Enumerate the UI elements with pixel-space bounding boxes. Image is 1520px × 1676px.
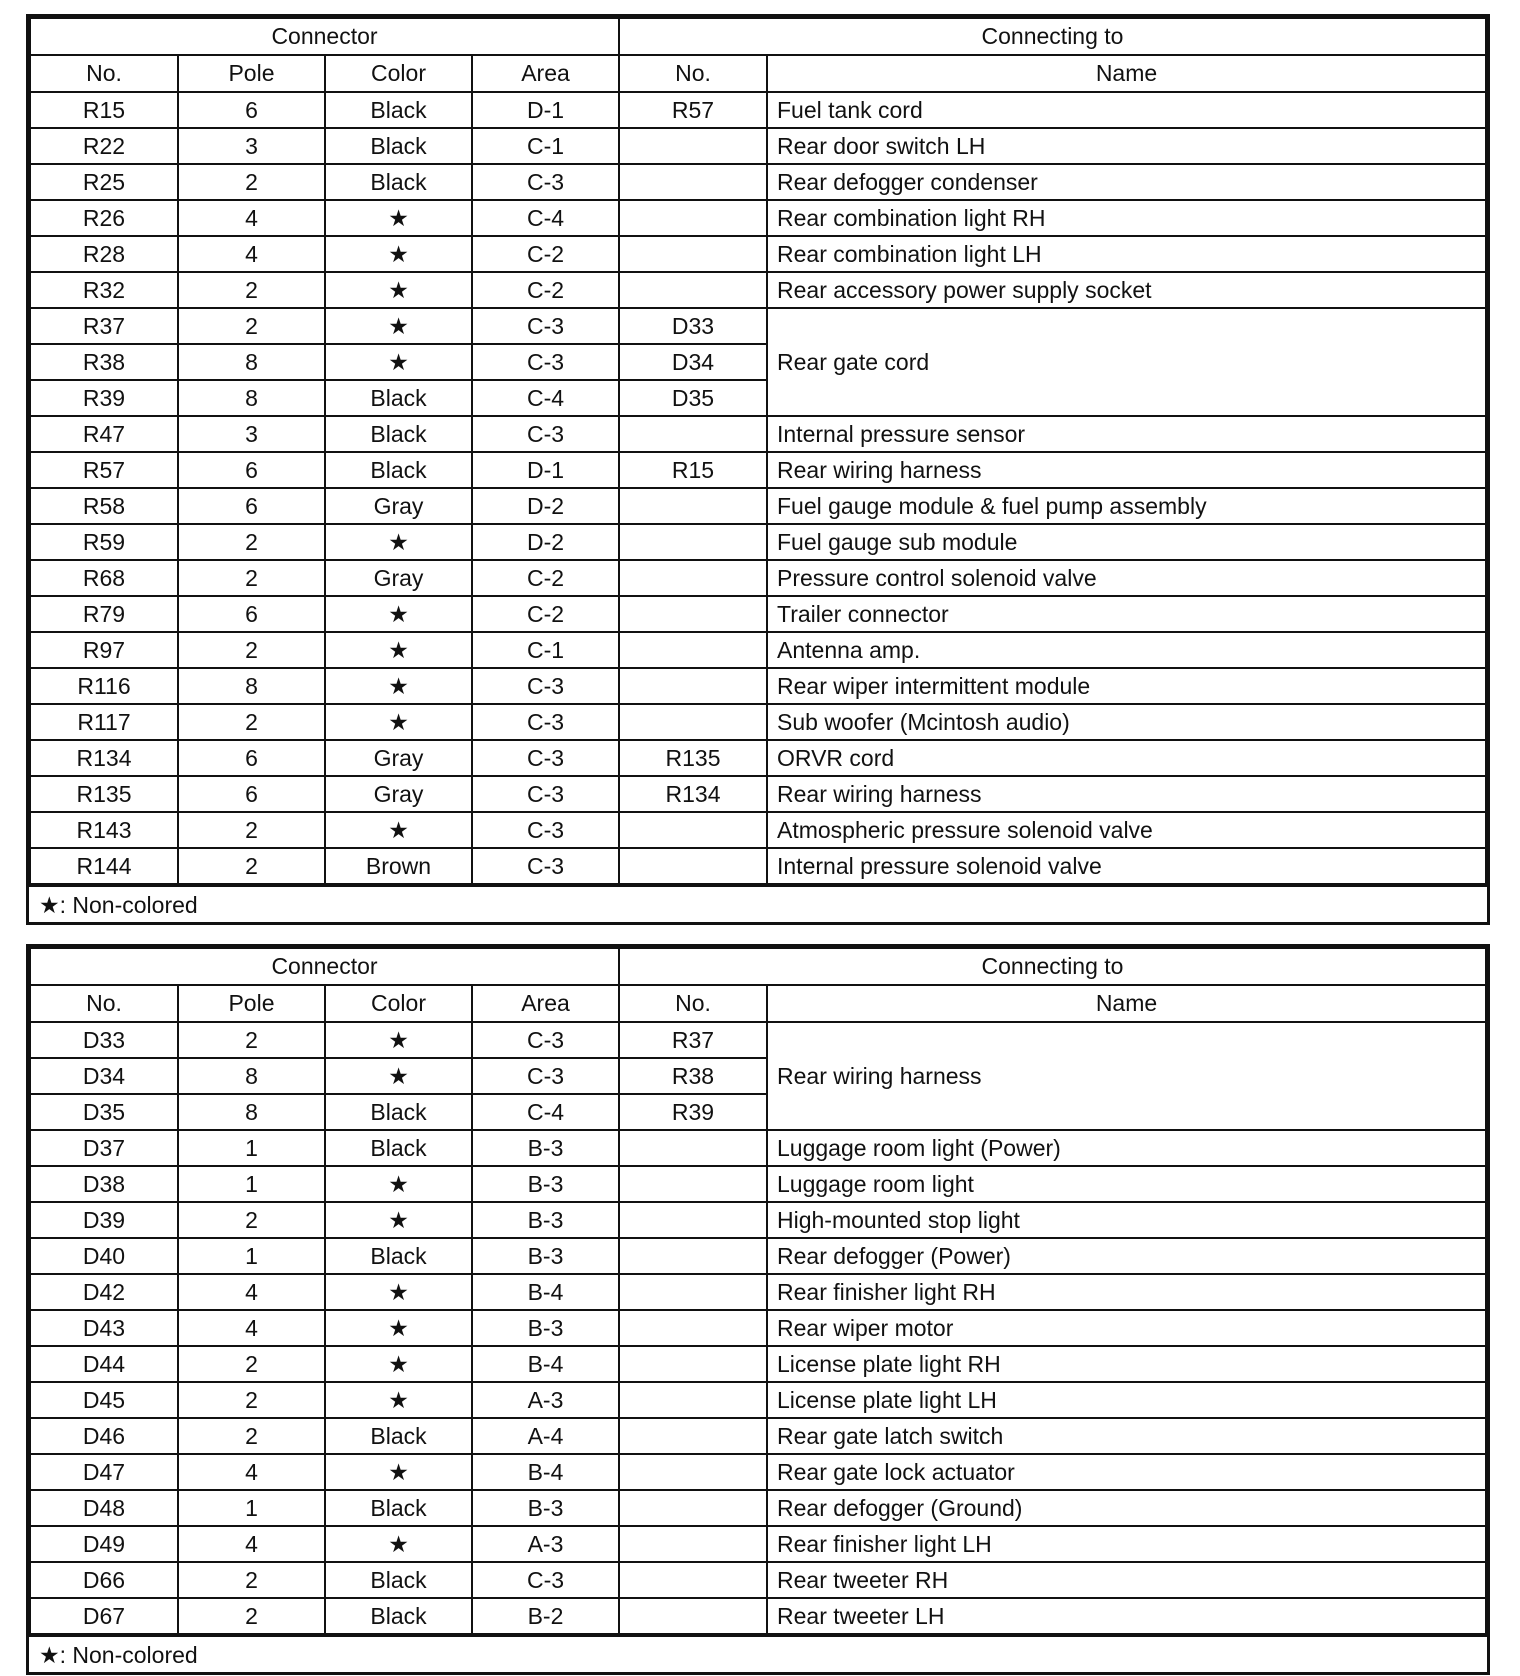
color-cell: ★	[325, 272, 472, 308]
pole-cell: 2	[178, 524, 325, 560]
connecting-name-cell: License plate light LH	[767, 1382, 1486, 1418]
connector-table-d-body	[30, 1022, 1486, 1634]
table-row	[30, 452, 1486, 488]
table-row	[30, 1490, 1486, 1526]
color-cell: ★	[325, 668, 472, 704]
area-cell: C-2	[472, 596, 619, 632]
header-group-row	[30, 18, 1486, 55]
color-cell: ★	[325, 632, 472, 668]
connecting-no-cell	[619, 704, 767, 740]
area-cell: C-4	[472, 380, 619, 416]
connecting-no-cell	[619, 632, 767, 668]
connector-group-header: Connector	[30, 948, 619, 985]
pole-cell: 8	[178, 1094, 325, 1130]
connecting-name-cell: Antenna amp.	[767, 632, 1486, 668]
table-row	[30, 848, 1486, 884]
table-row	[30, 236, 1486, 272]
connector-no-cell: R37	[30, 308, 178, 344]
name-column-header: Name	[767, 985, 1486, 1022]
area-cell: C-1	[472, 632, 619, 668]
table-row	[30, 1562, 1486, 1598]
table-row	[30, 128, 1486, 164]
connecting-name-cell: Internal pressure sensor	[767, 416, 1486, 452]
color-cell: Gray	[325, 488, 472, 524]
pole-cell: 6	[178, 92, 325, 128]
color-cell: Black	[325, 1130, 472, 1166]
connecting-no-cell	[619, 1202, 767, 1238]
table-row	[30, 1274, 1486, 1310]
area-cell: C-4	[472, 200, 619, 236]
color-cell: Black	[325, 1418, 472, 1454]
color-cell: ★	[325, 1310, 472, 1346]
color-cell: ★	[325, 236, 472, 272]
connecting-name-cell: Rear defogger condenser	[767, 164, 1486, 200]
table-row	[30, 92, 1486, 128]
connecting-name-cell: Rear wiring harness	[767, 452, 1486, 488]
connector-no-cell: R134	[30, 740, 178, 776]
connecting-no-cell	[619, 560, 767, 596]
pole-cell: 8	[178, 1058, 325, 1094]
area-cell: C-3	[472, 416, 619, 452]
connecting-name-cell: Fuel gauge sub module	[767, 524, 1486, 560]
area-cell: B-2	[472, 1598, 619, 1634]
header-column-row	[30, 985, 1486, 1022]
connecting-name-cell: High-mounted stop light	[767, 1202, 1486, 1238]
connecting-no-cell	[619, 1274, 767, 1310]
table-row	[30, 1454, 1486, 1490]
connecting-no-cell	[619, 524, 767, 560]
connecting-no-cell	[619, 488, 767, 524]
connecting-to-group-header: Connecting to	[619, 18, 1486, 55]
connecting-no-cell	[619, 1454, 767, 1490]
connector-no-cell: R28	[30, 236, 178, 272]
connecting-no-cell	[619, 1346, 767, 1382]
area-cell: B-3	[472, 1490, 619, 1526]
table-row	[30, 704, 1486, 740]
color-cell: Black	[325, 92, 472, 128]
color-cell: ★	[325, 1274, 472, 1310]
connecting-no-cell	[619, 1382, 767, 1418]
table-row	[30, 632, 1486, 668]
table-row	[30, 1382, 1486, 1418]
connecting-name-cell: Trailer connector	[767, 596, 1486, 632]
area-cell: C-1	[472, 128, 619, 164]
area-cell: C-3	[472, 1562, 619, 1598]
color-column-header: Color	[325, 55, 472, 92]
pole-cell: 2	[178, 632, 325, 668]
connector-no-cell: D40	[30, 1238, 178, 1274]
color-cell: ★	[325, 200, 472, 236]
connecting-name-cell: Rear combination light LH	[767, 236, 1486, 272]
no-column-header: No.	[30, 985, 178, 1022]
pole-cell: 2	[178, 848, 325, 884]
connecting-name-cell: Rear defogger (Power)	[767, 1238, 1486, 1274]
color-cell: Black	[325, 1598, 472, 1634]
connecting-no-cell	[619, 128, 767, 164]
pole-cell: 4	[178, 1454, 325, 1490]
connecting-name-cell: Rear finisher light LH	[767, 1526, 1486, 1562]
connecting-no-cell	[619, 668, 767, 704]
pole-cell: 2	[178, 308, 325, 344]
connecting-name-cell: Rear wiring harness	[767, 776, 1486, 812]
color-cell: ★	[325, 1166, 472, 1202]
connecting-name-cell: ORVR cord	[767, 740, 1486, 776]
pole-cell: 3	[178, 416, 325, 452]
connector-no-cell: R58	[30, 488, 178, 524]
pole-cell: 2	[178, 812, 325, 848]
connecting-name-cell: Rear accessory power supply socket	[767, 272, 1486, 308]
connecting-name-cell: Pressure control solenoid valve	[767, 560, 1486, 596]
connector-no-cell: R97	[30, 632, 178, 668]
connecting-name-cell: Rear wiring harness	[767, 1022, 1486, 1130]
connecting-no-column-header: No.	[619, 55, 767, 92]
pole-cell: 6	[178, 776, 325, 812]
table-row	[30, 488, 1486, 524]
connector-no-cell: D33	[30, 1022, 178, 1058]
pole-column-header: Pole	[178, 55, 325, 92]
pole-cell: 6	[178, 596, 325, 632]
area-cell: C-3	[472, 1022, 619, 1058]
connector-no-cell: R32	[30, 272, 178, 308]
connecting-name-cell: Rear gate cord	[767, 308, 1486, 416]
connector-no-cell: R143	[30, 812, 178, 848]
table-row	[30, 812, 1486, 848]
area-column-header: Area	[472, 985, 619, 1022]
area-cell: C-2	[472, 560, 619, 596]
table-row	[30, 740, 1486, 776]
area-cell: A-4	[472, 1418, 619, 1454]
color-cell: Black	[325, 1238, 472, 1274]
connector-no-cell: D48	[30, 1490, 178, 1526]
connector-no-cell: D34	[30, 1058, 178, 1094]
connecting-no-cell: R38	[619, 1058, 767, 1094]
table-row	[30, 1130, 1486, 1166]
area-cell: C-2	[472, 236, 619, 272]
table-row	[30, 596, 1486, 632]
table-row	[30, 1238, 1486, 1274]
color-cell: ★	[325, 704, 472, 740]
pole-cell: 8	[178, 668, 325, 704]
header-column-row	[30, 55, 1486, 92]
no-column-header: No.	[30, 55, 178, 92]
table-row	[30, 1418, 1486, 1454]
table-row	[30, 1022, 1486, 1058]
pole-cell: 2	[178, 1562, 325, 1598]
connecting-name-cell: Rear gate lock actuator	[767, 1454, 1486, 1490]
area-column-header: Area	[472, 55, 619, 92]
pole-cell: 4	[178, 1526, 325, 1562]
color-cell: Gray	[325, 560, 472, 596]
color-cell: ★	[325, 1202, 472, 1238]
connector-no-cell: D44	[30, 1346, 178, 1382]
connector-no-cell: R57	[30, 452, 178, 488]
connecting-name-cell: Luggage room light	[767, 1166, 1486, 1202]
connector-table-d	[26, 944, 1490, 1675]
table-row	[30, 524, 1486, 560]
connecting-name-cell: Luggage room light (Power)	[767, 1130, 1486, 1166]
connecting-no-cell	[619, 1310, 767, 1346]
pole-cell: 4	[178, 200, 325, 236]
area-cell: C-3	[472, 776, 619, 812]
connector-no-cell: R116	[30, 668, 178, 704]
connector-table-r-grid	[29, 17, 1487, 885]
connector-no-cell: R79	[30, 596, 178, 632]
connecting-no-cell: R15	[619, 452, 767, 488]
connecting-no-cell	[619, 1418, 767, 1454]
connecting-name-cell: Sub woofer (Mcintosh audio)	[767, 704, 1486, 740]
area-cell: B-3	[472, 1310, 619, 1346]
connecting-name-cell: Atmospheric pressure solenoid valve	[767, 812, 1486, 848]
area-cell: C-3	[472, 740, 619, 776]
pole-cell: 2	[178, 1022, 325, 1058]
area-cell: D-1	[472, 452, 619, 488]
table-row	[30, 200, 1486, 236]
table-row	[30, 416, 1486, 452]
pole-cell: 6	[178, 452, 325, 488]
color-cell: Black	[325, 1094, 472, 1130]
connecting-no-cell	[619, 236, 767, 272]
connector-no-cell: R47	[30, 416, 178, 452]
connecting-name-cell: Rear finisher light RH	[767, 1274, 1486, 1310]
non-colored-footnote: ★: Non-colored	[29, 1635, 1487, 1672]
non-colored-footnote: ★: Non-colored	[29, 885, 1487, 922]
connecting-name-cell: Rear gate latch switch	[767, 1418, 1486, 1454]
connector-no-cell: D37	[30, 1130, 178, 1166]
connecting-name-cell: Rear defogger (Ground)	[767, 1490, 1486, 1526]
connecting-no-cell: R39	[619, 1094, 767, 1130]
pole-cell: 2	[178, 164, 325, 200]
area-cell: C-3	[472, 308, 619, 344]
connector-group-header: Connector	[30, 18, 619, 55]
connector-no-cell: D42	[30, 1274, 178, 1310]
area-cell: A-3	[472, 1526, 619, 1562]
connector-no-cell: R25	[30, 164, 178, 200]
area-cell: C-4	[472, 1094, 619, 1130]
connector-no-cell: D67	[30, 1598, 178, 1634]
table-row	[30, 1346, 1486, 1382]
connector-no-cell: R38	[30, 344, 178, 380]
connecting-no-cell	[619, 596, 767, 632]
color-cell: ★	[325, 524, 472, 560]
pole-cell: 1	[178, 1130, 325, 1166]
area-cell: D-2	[472, 524, 619, 560]
pole-cell: 1	[178, 1166, 325, 1202]
connector-no-cell: R135	[30, 776, 178, 812]
color-cell: ★	[325, 344, 472, 380]
connecting-to-group-header: Connecting to	[619, 948, 1486, 985]
connector-table-d-grid	[29, 947, 1487, 1635]
color-cell: Black	[325, 1490, 472, 1526]
connecting-name-cell: Fuel tank cord	[767, 92, 1486, 128]
table-row	[30, 1202, 1486, 1238]
connecting-no-cell	[619, 1238, 767, 1274]
connector-no-cell: R26	[30, 200, 178, 236]
connecting-no-cell: D34	[619, 344, 767, 380]
table-row	[30, 1166, 1486, 1202]
connecting-no-cell	[619, 812, 767, 848]
pole-cell: 4	[178, 1274, 325, 1310]
connector-no-cell: D43	[30, 1310, 178, 1346]
color-cell: Black	[325, 128, 472, 164]
pole-cell: 4	[178, 236, 325, 272]
pole-cell: 4	[178, 1310, 325, 1346]
area-cell: C-3	[472, 812, 619, 848]
connecting-no-cell: D33	[619, 308, 767, 344]
area-cell: B-3	[472, 1202, 619, 1238]
color-cell: ★	[325, 1346, 472, 1382]
connecting-no-cell: R134	[619, 776, 767, 812]
name-column-header: Name	[767, 55, 1486, 92]
color-cell: Black	[325, 1562, 472, 1598]
connecting-no-cell: D35	[619, 380, 767, 416]
color-cell: Black	[325, 452, 472, 488]
table-row	[30, 1598, 1486, 1634]
area-cell: A-3	[472, 1382, 619, 1418]
color-cell: ★	[325, 1022, 472, 1058]
connecting-no-cell: R37	[619, 1022, 767, 1058]
color-cell: Gray	[325, 740, 472, 776]
connecting-name-cell: Rear wiper motor	[767, 1310, 1486, 1346]
pole-cell: 6	[178, 740, 325, 776]
color-cell: ★	[325, 308, 472, 344]
connecting-no-column-header: No.	[619, 985, 767, 1022]
connecting-name-cell: Internal pressure solenoid valve	[767, 848, 1486, 884]
color-cell: Brown	[325, 848, 472, 884]
connecting-name-cell: Rear tweeter LH	[767, 1598, 1486, 1634]
pole-cell: 1	[178, 1490, 325, 1526]
color-column-header: Color	[325, 985, 472, 1022]
connector-no-cell: D38	[30, 1166, 178, 1202]
connecting-no-cell	[619, 1490, 767, 1526]
connector-no-cell: R59	[30, 524, 178, 560]
header-group-row	[30, 948, 1486, 985]
connecting-no-cell	[619, 1562, 767, 1598]
connecting-name-cell: Rear tweeter RH	[767, 1562, 1486, 1598]
connector-table-r-body	[30, 92, 1486, 884]
pole-cell: 1	[178, 1238, 325, 1274]
pole-cell: 3	[178, 128, 325, 164]
color-cell: Black	[325, 380, 472, 416]
connector-no-cell: R39	[30, 380, 178, 416]
connecting-no-cell: R135	[619, 740, 767, 776]
connecting-name-cell: Rear wiper intermittent module	[767, 668, 1486, 704]
connecting-no-cell: R57	[619, 92, 767, 128]
table-row	[30, 776, 1486, 812]
pole-cell: 2	[178, 272, 325, 308]
pole-cell: 2	[178, 704, 325, 740]
color-cell: Black	[325, 416, 472, 452]
area-cell: B-4	[472, 1346, 619, 1382]
pole-cell: 2	[178, 1598, 325, 1634]
connector-no-cell: D46	[30, 1418, 178, 1454]
pole-column-header: Pole	[178, 985, 325, 1022]
table-row	[30, 272, 1486, 308]
pole-cell: 2	[178, 1382, 325, 1418]
table-row	[30, 1310, 1486, 1346]
pole-cell: 6	[178, 488, 325, 524]
color-cell: Black	[325, 164, 472, 200]
pole-cell: 2	[178, 1418, 325, 1454]
area-cell: C-3	[472, 1058, 619, 1094]
area-cell: C-3	[472, 704, 619, 740]
color-cell: ★	[325, 596, 472, 632]
pole-cell: 2	[178, 1346, 325, 1382]
table-row	[30, 308, 1486, 344]
area-cell: D-1	[472, 92, 619, 128]
table-row	[30, 560, 1486, 596]
color-cell: ★	[325, 1526, 472, 1562]
area-cell: B-4	[472, 1274, 619, 1310]
connector-no-cell: D39	[30, 1202, 178, 1238]
connector-no-cell: D45	[30, 1382, 178, 1418]
connecting-no-cell	[619, 1130, 767, 1166]
table-row	[30, 164, 1486, 200]
connecting-no-cell	[619, 1598, 767, 1634]
connector-no-cell: R68	[30, 560, 178, 596]
connecting-name-cell: Fuel gauge module & fuel pump assembly	[767, 488, 1486, 524]
color-cell: Gray	[325, 776, 472, 812]
area-cell: C-3	[472, 344, 619, 380]
area-cell: C-3	[472, 668, 619, 704]
connecting-no-cell	[619, 272, 767, 308]
connector-no-cell: R117	[30, 704, 178, 740]
connector-no-cell: R144	[30, 848, 178, 884]
connecting-name-cell: Rear door switch LH	[767, 128, 1486, 164]
area-cell: C-3	[472, 164, 619, 200]
connector-no-cell: D35	[30, 1094, 178, 1130]
area-cell: B-3	[472, 1130, 619, 1166]
connector-no-cell: D66	[30, 1562, 178, 1598]
pole-cell: 8	[178, 380, 325, 416]
connector-no-cell: D49	[30, 1526, 178, 1562]
color-cell: ★	[325, 1058, 472, 1094]
connector-no-cell: R22	[30, 128, 178, 164]
area-cell: C-2	[472, 272, 619, 308]
color-cell: ★	[325, 1382, 472, 1418]
connecting-name-cell: License plate light RH	[767, 1346, 1486, 1382]
table-row	[30, 1526, 1486, 1562]
connecting-no-cell	[619, 164, 767, 200]
pole-cell: 8	[178, 344, 325, 380]
pole-cell: 2	[178, 560, 325, 596]
connecting-no-cell	[619, 848, 767, 884]
area-cell: B-4	[472, 1454, 619, 1490]
connecting-no-cell	[619, 1526, 767, 1562]
area-cell: C-3	[472, 848, 619, 884]
connector-no-cell: R15	[30, 92, 178, 128]
area-cell: B-3	[472, 1166, 619, 1202]
connecting-no-cell	[619, 416, 767, 452]
area-cell: B-3	[472, 1238, 619, 1274]
area-cell: D-2	[472, 488, 619, 524]
connecting-name-cell: Rear combination light RH	[767, 200, 1486, 236]
table-row	[30, 668, 1486, 704]
connector-no-cell: D47	[30, 1454, 178, 1490]
connector-table-r	[26, 14, 1490, 925]
connecting-no-cell	[619, 1166, 767, 1202]
color-cell: ★	[325, 1454, 472, 1490]
color-cell: ★	[325, 812, 472, 848]
connecting-no-cell	[619, 200, 767, 236]
pole-cell: 2	[178, 1202, 325, 1238]
